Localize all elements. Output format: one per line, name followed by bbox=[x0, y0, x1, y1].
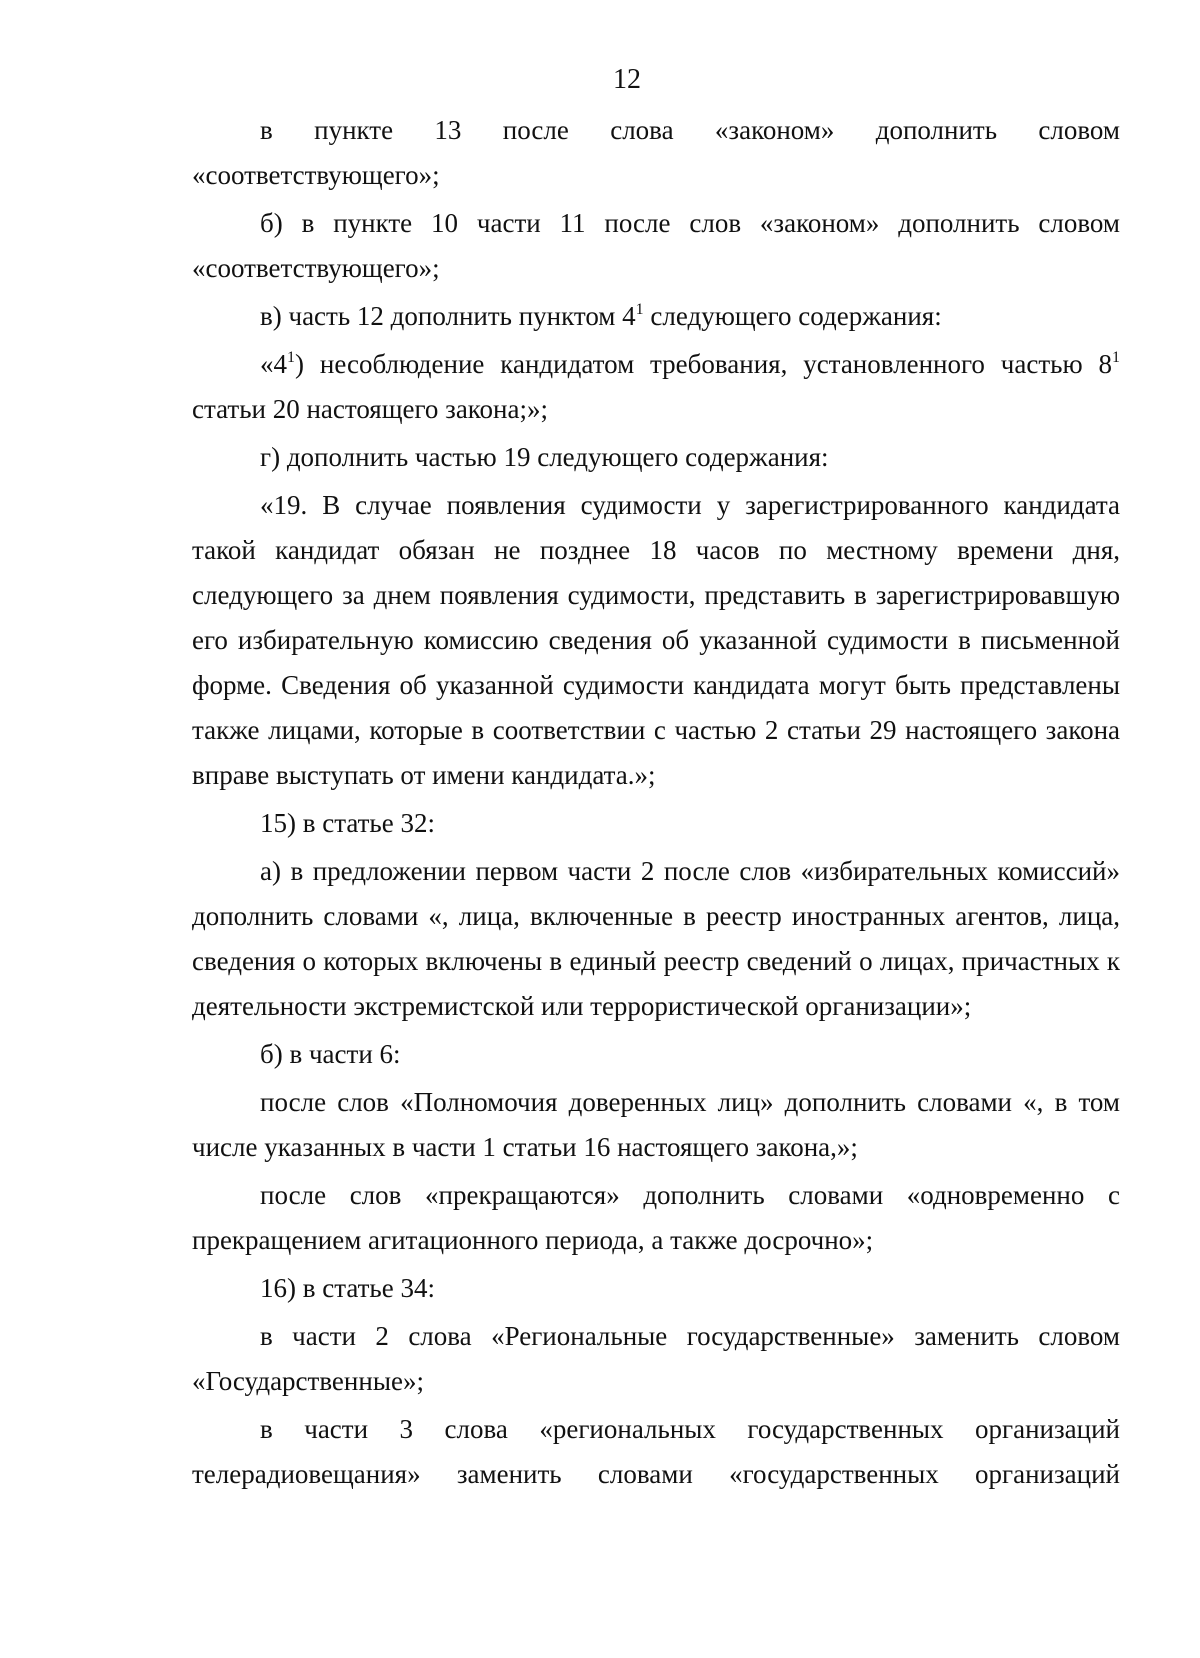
page-number: 12 bbox=[613, 64, 641, 95]
paragraph-4 bbox=[192, 342, 1120, 432]
paragraph-8: а) в предложении первом части 2 после слов «избирательных комиссий» дополнить словами «, лица, включенные в реестр иностранных агентов, лица, сведения о которых включены в единый реестр сведений о лицах, причастных к деятельности экстремистской или террористической организации»; bbox=[192, 856, 1120, 1021]
paragraph-14: в части 3 слова «региональных государственных организаций телерадиовещания» заменить словами «государственных организаций bbox=[192, 1414, 1120, 1489]
paragraph-4-text-c: статьи 20 настоящего закона;»; bbox=[192, 394, 548, 424]
paragraph-1: в пункте 13 после слова «законом» дополнить словом «соответствующего»; bbox=[192, 115, 1120, 190]
paragraph-11: после слов «прекращаются» дополнить словами «одновременно с прекращением агитационного периода, а также досрочно»; bbox=[192, 1180, 1120, 1255]
superscript: 1 bbox=[287, 349, 295, 366]
paragraph-6: «19. В случае появления судимости у зарегистрированного кандидата такой кандидат обязан не позднее 18 часов по местному времени дня, следующего за днем появления судимости, представить в зарегистрировавшую его избирательную комиссию сведения об указанной судимости в письменной форме. Сведения об указанной судимости кандидата могут быть представлены также лицами, которые в соответствии с частью 2 статьи 29 настоящего закона вправе выступать от имени кандидата.»; bbox=[192, 490, 1120, 790]
paragraph-7: 15) в статье 32: bbox=[260, 808, 435, 838]
paragraph-3-text-a: в) часть 12 дополнить пунктом 4 bbox=[260, 301, 636, 331]
paragraph-5: г) дополнить частью 19 следующего содержания: bbox=[260, 442, 829, 472]
paragraph-12: 16) в статье 34: bbox=[260, 1273, 435, 1303]
superscript: 1 bbox=[1112, 349, 1120, 366]
paragraph-13: в части 2 слова «Региональные государственные» заменить словом «Государственные»; bbox=[192, 1321, 1120, 1396]
document-body bbox=[192, 108, 1120, 1500]
paragraph-9: б) в части 6: bbox=[260, 1039, 401, 1069]
paragraph-3-text-b: следующего содержания: bbox=[643, 301, 942, 331]
superscript: 1 bbox=[635, 301, 644, 318]
paragraph-4-text-b: ) несоблюдение кандидатом требования, установленного частью 8 bbox=[295, 349, 1112, 379]
paragraph-4-text-a: «4 bbox=[260, 349, 287, 379]
paragraph-3 bbox=[192, 294, 1120, 339]
paragraph-10: после слов «Полномочия доверенных лиц» дополнить словами «, в том числе указанных в части 1 статьи 16 настоящего закона,»; bbox=[192, 1087, 1120, 1162]
paragraph-2: б) в пункте 10 части 11 после слов «законом» дополнить словом «соответствующего»; bbox=[192, 208, 1120, 283]
